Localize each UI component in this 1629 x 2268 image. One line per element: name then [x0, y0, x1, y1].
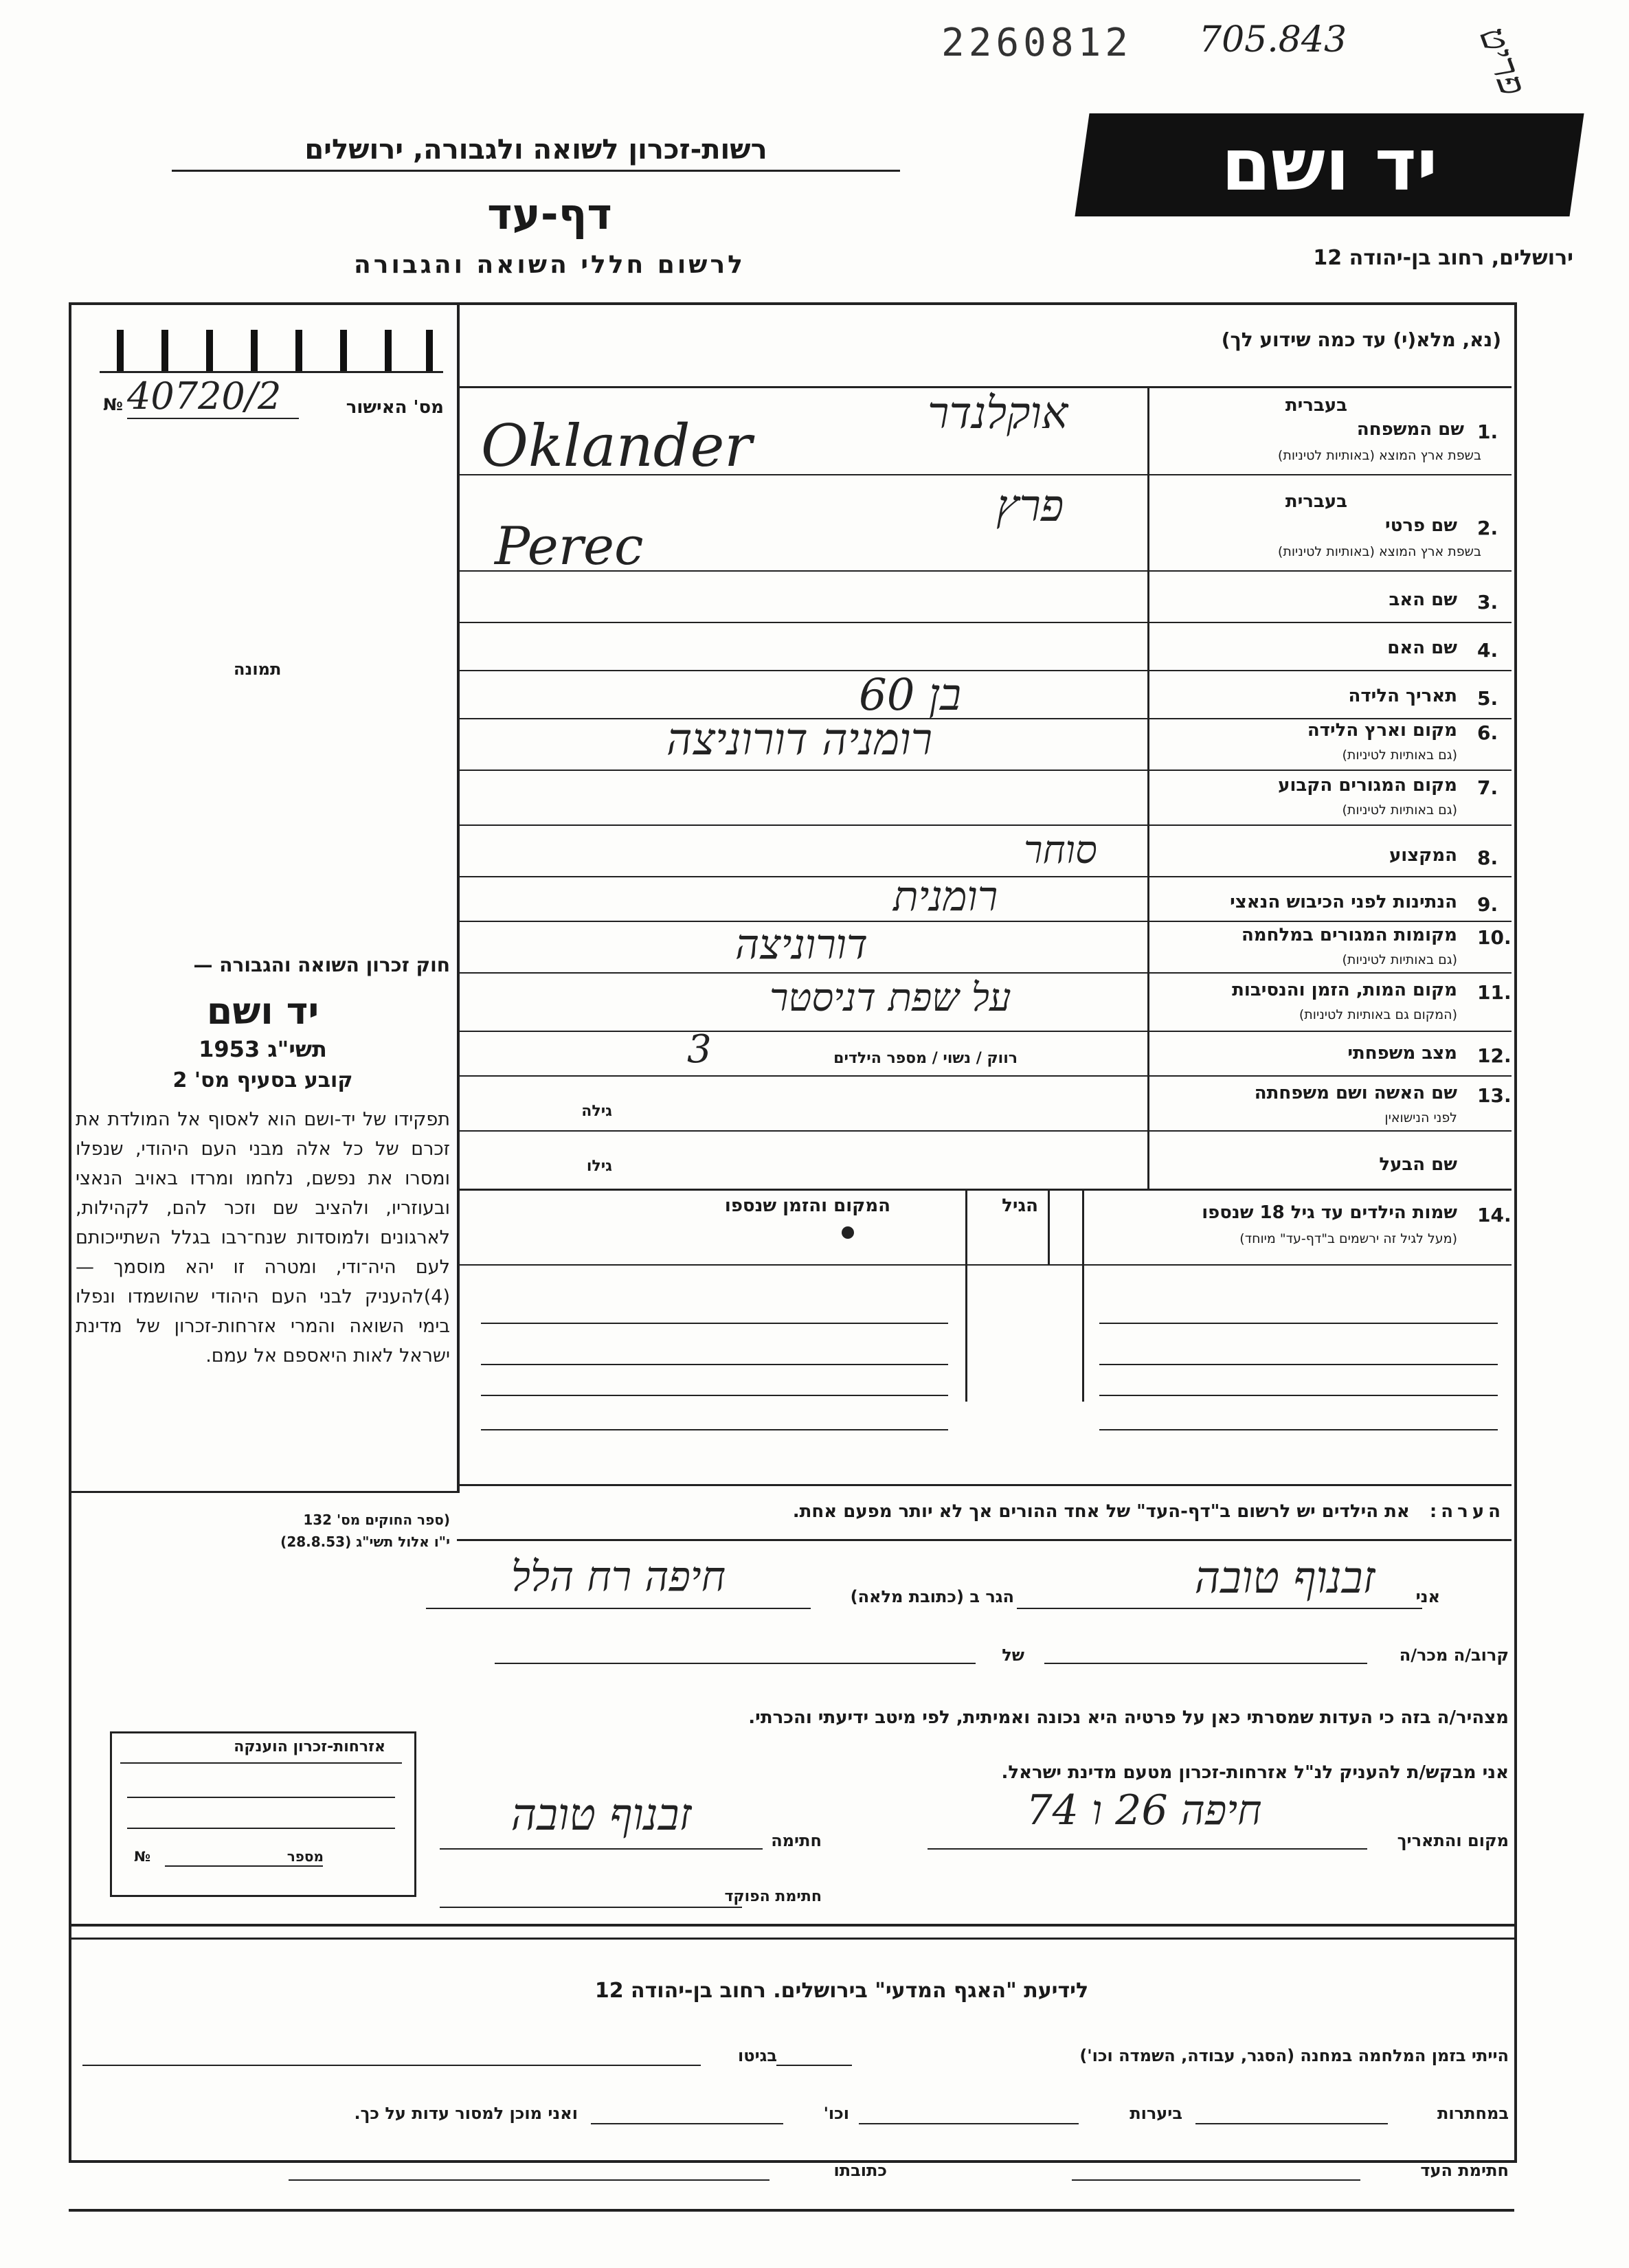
law-clause: קובע בסעיף מס' 2 [172, 1068, 353, 1092]
footer-address-label: כתובתו [833, 2161, 887, 2180]
footer-forests-label: ביערות [1130, 2104, 1182, 2123]
family-name-hebrew: אוקלנדר [928, 388, 1068, 439]
footer-camp-label: הייתי בזמן המלחמה במחנה (הסגר, עבודה, השמדה וכו') [1079, 2046, 1509, 2065]
org-name: רשות-זכרון לשואה ולגבורה, ירושלים [172, 134, 900, 172]
witness-name: זבנוף טובה [1194, 1553, 1375, 1604]
relative-label: קרוב/ה מכר/ה [1399, 1646, 1509, 1665]
approval-number: 40720/2 [127, 374, 299, 419]
approval-no-mark: № [103, 395, 123, 414]
witness-address: חיפה רח הלל [510, 1553, 726, 1601]
memorial-citizenship-box [110, 1731, 416, 1897]
citizenship-value: רומנית [893, 873, 998, 921]
death-place-value: על שפת דניסטר [769, 976, 1011, 1020]
logo-text: יד ושם [1221, 123, 1438, 207]
law-ref-1: (ספר החוקים מס' 132 [303, 1512, 450, 1528]
official-signature-label: חתימת הפוקד [724, 1888, 822, 1905]
footer-witness-sig-label: חתימת העד [1420, 2161, 1509, 2180]
photo-label: תמונה [234, 660, 282, 679]
law-ref-2: י"ו אלול תשי"ג (28.8.53) [280, 1534, 450, 1550]
witness-address-label: הגר ב (כתובת מלאה) [850, 1587, 1014, 1606]
law-text: תפקידו של יד-ושם הוא לאסוף אל המולדת את זכרם של כל אלה מבני העם היהודי, שנפלו ומסרו את נפשם, נלחמו ומרדו באויב הנאצי ובעוזריו, ולהציב שם וזכר להם, לקהילות, לארגונים ולמוסדות שנח־רבו בגלל השתייכותם לעם היה־ודי, ומטרה זו יהא מוסמך — (4)להעניק לבני העם היהודי שהושמדו ונפלו בימי השואה והמרי אזרחות-זכרון של מדינת ישראל לאות היאספם אל עמם. [76, 1109, 450, 1367]
footer-etc-label: וכו' [823, 2104, 849, 2123]
family-name-latin: Oklander [481, 412, 752, 480]
left-column-divider [457, 302, 460, 1491]
first-name-latin: Perec [495, 515, 644, 576]
footer-title: לידיעת "האגף המדעי" בירושלים. רחוב בן-יהודה 12 [594, 1979, 1089, 2003]
field-column-divider [1147, 388, 1149, 1189]
signature-label: חתימה [771, 1831, 822, 1850]
request: אני מבקש/ת להעניק לנ"ל אזרחות-זכרון מטעם מדינת ישראל. [1001, 1762, 1509, 1783]
address: ירושלים, רחוב בן-יהודה 12 [1313, 246, 1573, 270]
instruction: (נא, מלא(י) עד כמה שידוע לך) [1221, 328, 1501, 351]
wartime-residence-value: דורוניצה [735, 921, 868, 969]
children-count: 3 [687, 1027, 712, 1072]
first-name-hebrew: פרץ [996, 481, 1064, 532]
law-name: יד ושם [206, 989, 319, 1033]
declaration: מצהיר/ה בזה כי העדות שמסרתי כאן על פרטיה היא נכונה ואמיתית, לפי מיטב ידיעתי והכרתי. [748, 1707, 1509, 1728]
place-date-label: מקום והתאריך [1397, 1831, 1509, 1850]
archive-number-handwritten: 705.843 [1199, 19, 1347, 60]
of-label: של [1002, 1646, 1024, 1665]
law-year: תשי"ג 1953 [199, 1036, 327, 1062]
memorial-box-number-label: מספר [287, 1848, 324, 1865]
witness-prefix: אני [1415, 1587, 1440, 1606]
memorial-box-no: № [134, 1848, 151, 1865]
approval-label: מס' האישור [346, 397, 444, 418]
footer-ghetto-label: בגיטו [738, 2046, 777, 2065]
memorial-box-title: אזרחות-זכרון הוענקה [234, 1738, 385, 1755]
note: הערה: את הילדים יש לרשום ב"דף-העד" של אחד ההורים אך לא יותר מפעם אחת. [792, 1501, 1505, 1522]
profession-value: סוחר [1024, 828, 1097, 873]
place-date-value: חיפה 26 ו 74 [1026, 1786, 1262, 1834]
form-title: דף-עד [487, 189, 612, 239]
birth-place-value: רומניה דורוניצה [666, 715, 933, 765]
archive-number: 2260812 [941, 21, 1133, 65]
footer-underground-label: במחתרות [1437, 2104, 1509, 2123]
footer-willing-label: ואני מוכן למסור עדות על כך. [354, 2104, 578, 2123]
form-subtitle: לרשום חללי השואה והגבורה [354, 251, 745, 279]
birth-date-value: בן 60 [859, 670, 961, 721]
law-title: חוק זכרון השואה והגבורה — [193, 954, 450, 976]
corner-note: פריט [1470, 21, 1536, 102]
signature: זבנוף טובה [510, 1790, 692, 1841]
